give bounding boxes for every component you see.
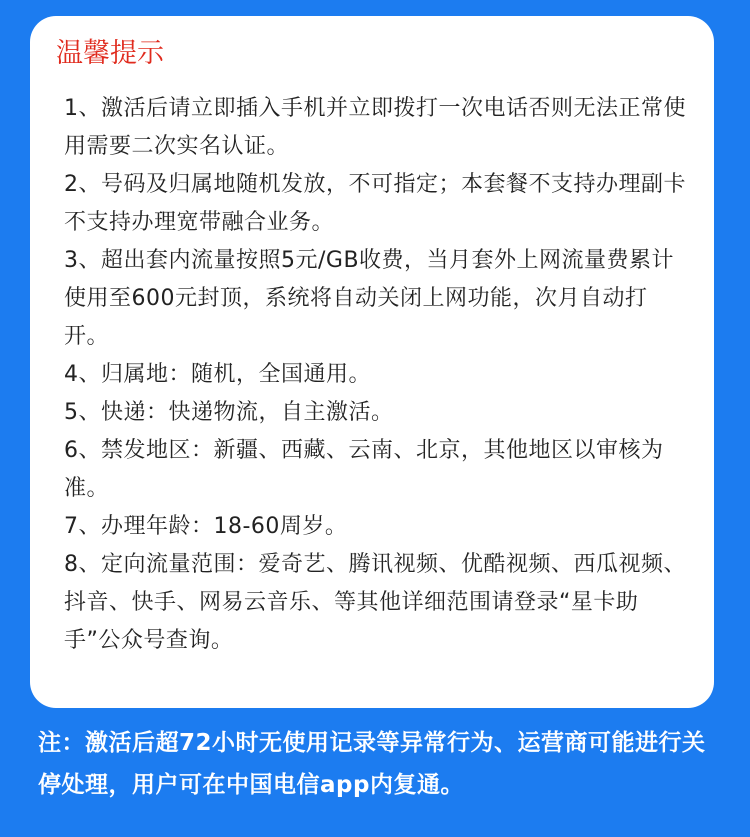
tip-item-5: 5、快递：快递物流，自主激活。: [64, 400, 394, 425]
card-title: 温馨提示: [56, 38, 164, 69]
footer-note: 注：激活后超72小时无使用记录等异常行为、运营商可能进行关停处理，用户可在中国电信app内复通。: [38, 730, 706, 798]
tip-item-3: 3、超出套内流量按照5元/GB收费，当月套外上网流量费累计使用至600元封顶，系统将自动关闭上网功能，次月自动打开。: [64, 248, 675, 349]
tip-item-1: 1、激活后请立即插入手机并立即拨打一次电话否则无法正常使用需要二次实名认证。: [64, 96, 686, 159]
tip-item-4: 4、归属地：随机，全国通用。: [64, 362, 371, 387]
tips-card: [30, 16, 714, 708]
tip-item-6: 6、禁发地区：新疆、西藏、云南、北京，其他地区以审核为准。: [64, 438, 664, 501]
tip-item-7: 7、办理年龄：18-60周岁。: [64, 514, 348, 539]
tip-item-2: 2、号码及归属地随机发放，不可指定；本套餐不支持办理副卡不支持办理宽带融合业务。: [64, 172, 686, 235]
tips-list: [56, 90, 686, 660]
tip-item-8: 8、定向流量范围：爱奇艺、腾讯视频、优酷视频、西瓜视频、抖音、快手、网易云音乐、等其他详细范围请登录“星卡助手”公众号查询。: [64, 552, 686, 653]
